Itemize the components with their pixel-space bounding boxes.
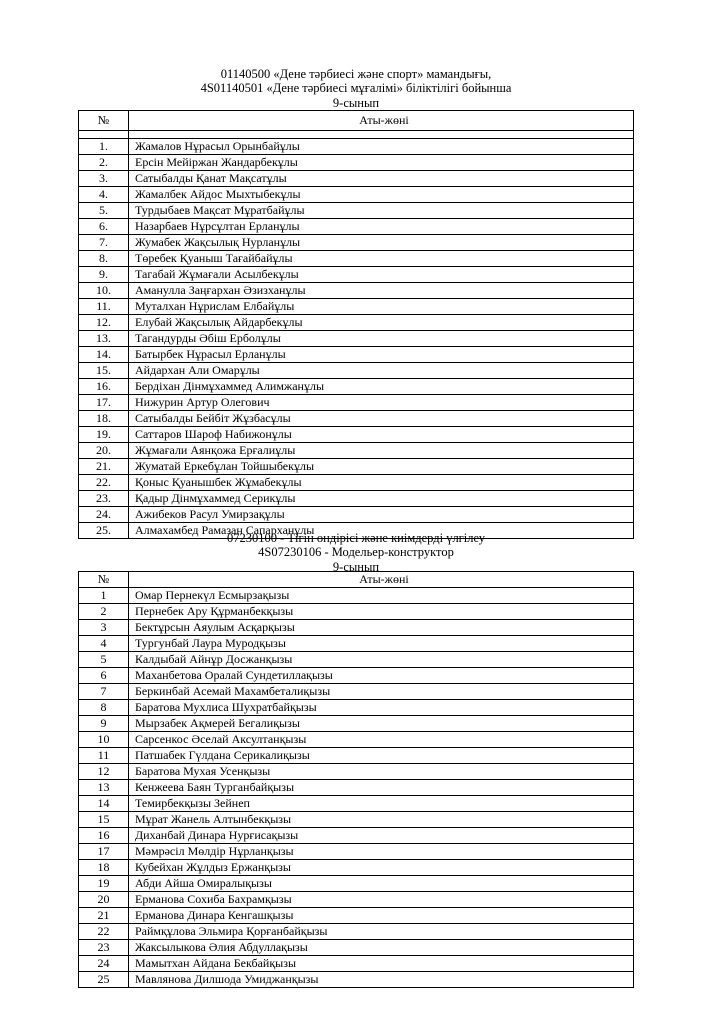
table-row [79, 748, 634, 764]
row-number: 12 [79, 764, 129, 780]
row-number: 21. [79, 459, 129, 475]
row-number: 16 [79, 828, 129, 844]
section2-grade-line: 9-сынып [332, 559, 380, 574]
student-name: Мавлянова Дилшода Умиджанқызы [129, 972, 634, 988]
row-number: 1 [79, 588, 129, 604]
student-name: Аманулла Заңғархан Әзизханұлы [129, 283, 634, 299]
row-number: 14 [79, 796, 129, 812]
row-number: 13 [79, 780, 129, 796]
row-number: 20. [79, 443, 129, 459]
student-name: Бердіхан Дінмұхаммед Алимжанұлы [129, 379, 634, 395]
student-name: Назарбаев Нұрсұлтан Ерланұлы [129, 219, 634, 235]
table-row [79, 684, 634, 700]
table-header-row [79, 111, 634, 131]
row-number: 10. [79, 283, 129, 299]
student-name: Беркинбай Асемай Махамбеталиқызы [129, 684, 634, 700]
row-number: 7 [79, 684, 129, 700]
student-name: Жамалов Нұрасыл Орынбайұлы [129, 139, 634, 155]
student-name: Қоныс Қуанышбек Жұмабекұлы [129, 475, 634, 491]
table-row [79, 796, 634, 812]
table-row [79, 203, 634, 219]
row-number: 15. [79, 363, 129, 379]
table-row [79, 908, 634, 924]
student-name: Омар Пернекүл Есмырзақызы [129, 588, 634, 604]
column-header-name: Аты-жөні [129, 111, 634, 131]
section2-table-body [79, 588, 634, 988]
table-row [79, 700, 634, 716]
row-number: 16. [79, 379, 129, 395]
row-number: 17. [79, 395, 129, 411]
student-name: Сатыбалды Қанат Мақсатұлы [129, 171, 634, 187]
section2-specialty-line: 07230100 - Тігін өндірісі және киімдерді үлгілеу [226, 531, 486, 545]
table-row [79, 459, 634, 475]
row-number: 4. [79, 187, 129, 203]
column-header-number: № [79, 572, 129, 588]
row-number: 6 [79, 668, 129, 684]
row-number: 2. [79, 155, 129, 171]
student-name: Батырбек Нұрасыл Ерланұлы [129, 347, 634, 363]
table-row [79, 379, 634, 395]
row-number: 4 [79, 636, 129, 652]
table-header-row [79, 572, 634, 588]
row-number: 6. [79, 219, 129, 235]
student-name: Раймқұлова Эльмира Қорғанбайқызы [129, 924, 634, 940]
row-number: 22. [79, 475, 129, 491]
row-number: 11 [79, 748, 129, 764]
student-name: Пернебек Ару Құрманбекқызы [129, 604, 634, 620]
table-row [79, 171, 634, 187]
table-row [79, 507, 634, 523]
row-number: 24. [79, 507, 129, 523]
row-number: 12. [79, 315, 129, 331]
table-row [79, 219, 634, 235]
table-row [79, 427, 634, 443]
section2-heading [78, 531, 634, 574]
table-row [79, 187, 634, 203]
row-number: 23 [79, 940, 129, 956]
student-name: Қадыр Дінмұхаммед Серикұлы [129, 491, 634, 507]
table-row [79, 491, 634, 507]
table-row [79, 972, 634, 988]
student-name: Айдархан Али Омарұлы [129, 363, 634, 379]
student-name: Ерманова Динара Кенгашқызы [129, 908, 634, 924]
row-number: 10 [79, 732, 129, 748]
student-name: Мәмрәсіл Мөлдір Нұрланқызы [129, 844, 634, 860]
table-row [79, 155, 634, 171]
row-number: 1. [79, 139, 129, 155]
table-row [79, 716, 634, 732]
table-row [79, 235, 634, 251]
row-number: 19. [79, 427, 129, 443]
student-name: Жұмағали Аянқожа Ерғалиұлы [129, 443, 634, 459]
row-number: 18 [79, 860, 129, 876]
student-name: Баратова Мухлиса Шухратбайқызы [129, 700, 634, 716]
student-name: Саттаров Шароф Набижонұлы [129, 427, 634, 443]
row-number: 19 [79, 876, 129, 892]
table-row [79, 283, 634, 299]
table-row [79, 924, 634, 940]
student-name: Бектұрсын Аяулым Асқарқызы [129, 620, 634, 636]
row-number: 23. [79, 491, 129, 507]
table-row [79, 828, 634, 844]
student-name: Турдыбаев Мақсат Мұратбайұлы [129, 203, 634, 219]
student-name: Темирбекқызы Зейнеп [129, 796, 634, 812]
table-row [79, 443, 634, 459]
row-number: 18. [79, 411, 129, 427]
student-name: Елубай Жақсылық Айдарбекұлы [129, 315, 634, 331]
table-row [79, 652, 634, 668]
student-name: Ерманова Сохиба Бахрамқызы [129, 892, 634, 908]
table-row [79, 347, 634, 363]
table-row [79, 620, 634, 636]
row-number: 25 [79, 972, 129, 988]
student-name: Кенжеева Баян Турганбайқызы [129, 780, 634, 796]
student-name: Тургунбай Лаура Муродқызы [129, 636, 634, 652]
table-row [79, 860, 634, 876]
table-row [79, 668, 634, 684]
student-name: Мамытхан Айдана Бекбайқызы [129, 956, 634, 972]
table-row [79, 363, 634, 379]
student-name: Сатыбалды Бейбіт Жұзбасұлы [129, 411, 634, 427]
row-number: 22 [79, 924, 129, 940]
column-header-name: Аты-жөні [129, 572, 634, 588]
student-name: Муталхан Нұрислам Елбайұлы [129, 299, 634, 315]
section1-specialty-line: 01140500 «Дене тәрбиесі және спорт» мамандығы, [220, 67, 492, 81]
section1-table-body [79, 139, 634, 539]
student-name: Жумабек Жақсылық Нурланұлы [129, 235, 634, 251]
student-name: Жуматай Еркебұлан Тойшыбекұлы [129, 459, 634, 475]
table-row [79, 395, 634, 411]
table-row [79, 764, 634, 780]
table-row [79, 139, 634, 155]
row-number: 9 [79, 716, 129, 732]
student-name: Төребек Қуаныш Тағайбайұлы [129, 251, 634, 267]
student-name: Жаксылыкова Әлия Абдуллақызы [129, 940, 634, 956]
section2-student-table [78, 571, 634, 988]
table-row [79, 588, 634, 604]
student-name: Калдыбай Айнұр Досжанқызы [129, 652, 634, 668]
student-name: Баратова Мухая Усенқызы [129, 764, 634, 780]
table-row [79, 732, 634, 748]
student-name: Абди Айша Омиралықызы [129, 876, 634, 892]
student-name: Мырзабек Ақмерей Бегалиқызы [129, 716, 634, 732]
row-number: 14. [79, 347, 129, 363]
student-name: Нижурин Артур Олегович [129, 395, 634, 411]
student-name: Мұрат Жанель Алтынбекқызы [129, 812, 634, 828]
section1-student-table [78, 110, 634, 539]
column-header-number: № [79, 111, 129, 131]
table-row [79, 411, 634, 427]
row-number: 17 [79, 844, 129, 860]
row-number: 24 [79, 956, 129, 972]
row-number: 8. [79, 251, 129, 267]
student-name: Ерсін Мейіржан Жандарбекұлы [129, 155, 634, 171]
student-name: Сарсенкос Әселай Аксултанқызы [129, 732, 634, 748]
student-name: Диханбай Динара Нурғисақызы [129, 828, 634, 844]
student-name: Тагандурды Әбіш Ерболұлы [129, 331, 634, 347]
table-row [79, 315, 634, 331]
table-row [79, 604, 634, 620]
student-name: Тагабай Жұмағали Асылбекұлы [129, 267, 634, 283]
student-name: Маханбетова Оралай Сундетиллақызы [129, 668, 634, 684]
row-number: 21 [79, 908, 129, 924]
student-name: Жамалбек Айдос Мыхтыбекұлы [129, 187, 634, 203]
row-number: 8 [79, 700, 129, 716]
table-row [79, 267, 634, 283]
row-number: 5. [79, 203, 129, 219]
table-row [79, 475, 634, 491]
table-row [79, 331, 634, 347]
row-number: 5 [79, 652, 129, 668]
row-number: 3 [79, 620, 129, 636]
student-name: Кубейхан Жұлдыз Ержанқызы [129, 860, 634, 876]
table-row [79, 956, 634, 972]
row-number: 7. [79, 235, 129, 251]
section2-qualification-line: 4S07230106 - Модельер-конструктор [258, 545, 454, 560]
student-name: Алмахамбед Рамазан Сапарханұлы [129, 523, 634, 539]
table-row [79, 636, 634, 652]
row-number: 2 [79, 604, 129, 620]
section1-qualification-line: 4S01140501 «Дене тәрбиесі мұғалімі» біліктілігі бойынша [200, 81, 512, 96]
row-number: 15 [79, 812, 129, 828]
table-row [79, 940, 634, 956]
table-row [79, 251, 634, 267]
section1-heading [78, 67, 634, 110]
table-row [79, 299, 634, 315]
row-number: 9. [79, 267, 129, 283]
row-number: 25. [79, 523, 129, 539]
section1-grade-line: 9-сынып [332, 95, 380, 110]
table-row [79, 812, 634, 828]
row-number: 3. [79, 171, 129, 187]
student-name: Ажибеков Расул Умирзақұлы [129, 507, 634, 523]
table-row [79, 780, 634, 796]
row-number: 13. [79, 331, 129, 347]
table-spacer-row [79, 131, 634, 139]
student-name: Патшабек Гүлдана Серикалиқызы [129, 748, 634, 764]
row-number: 20 [79, 892, 129, 908]
table-row [79, 876, 634, 892]
table-row [79, 844, 634, 860]
table-row [79, 892, 634, 908]
row-number: 11. [79, 299, 129, 315]
